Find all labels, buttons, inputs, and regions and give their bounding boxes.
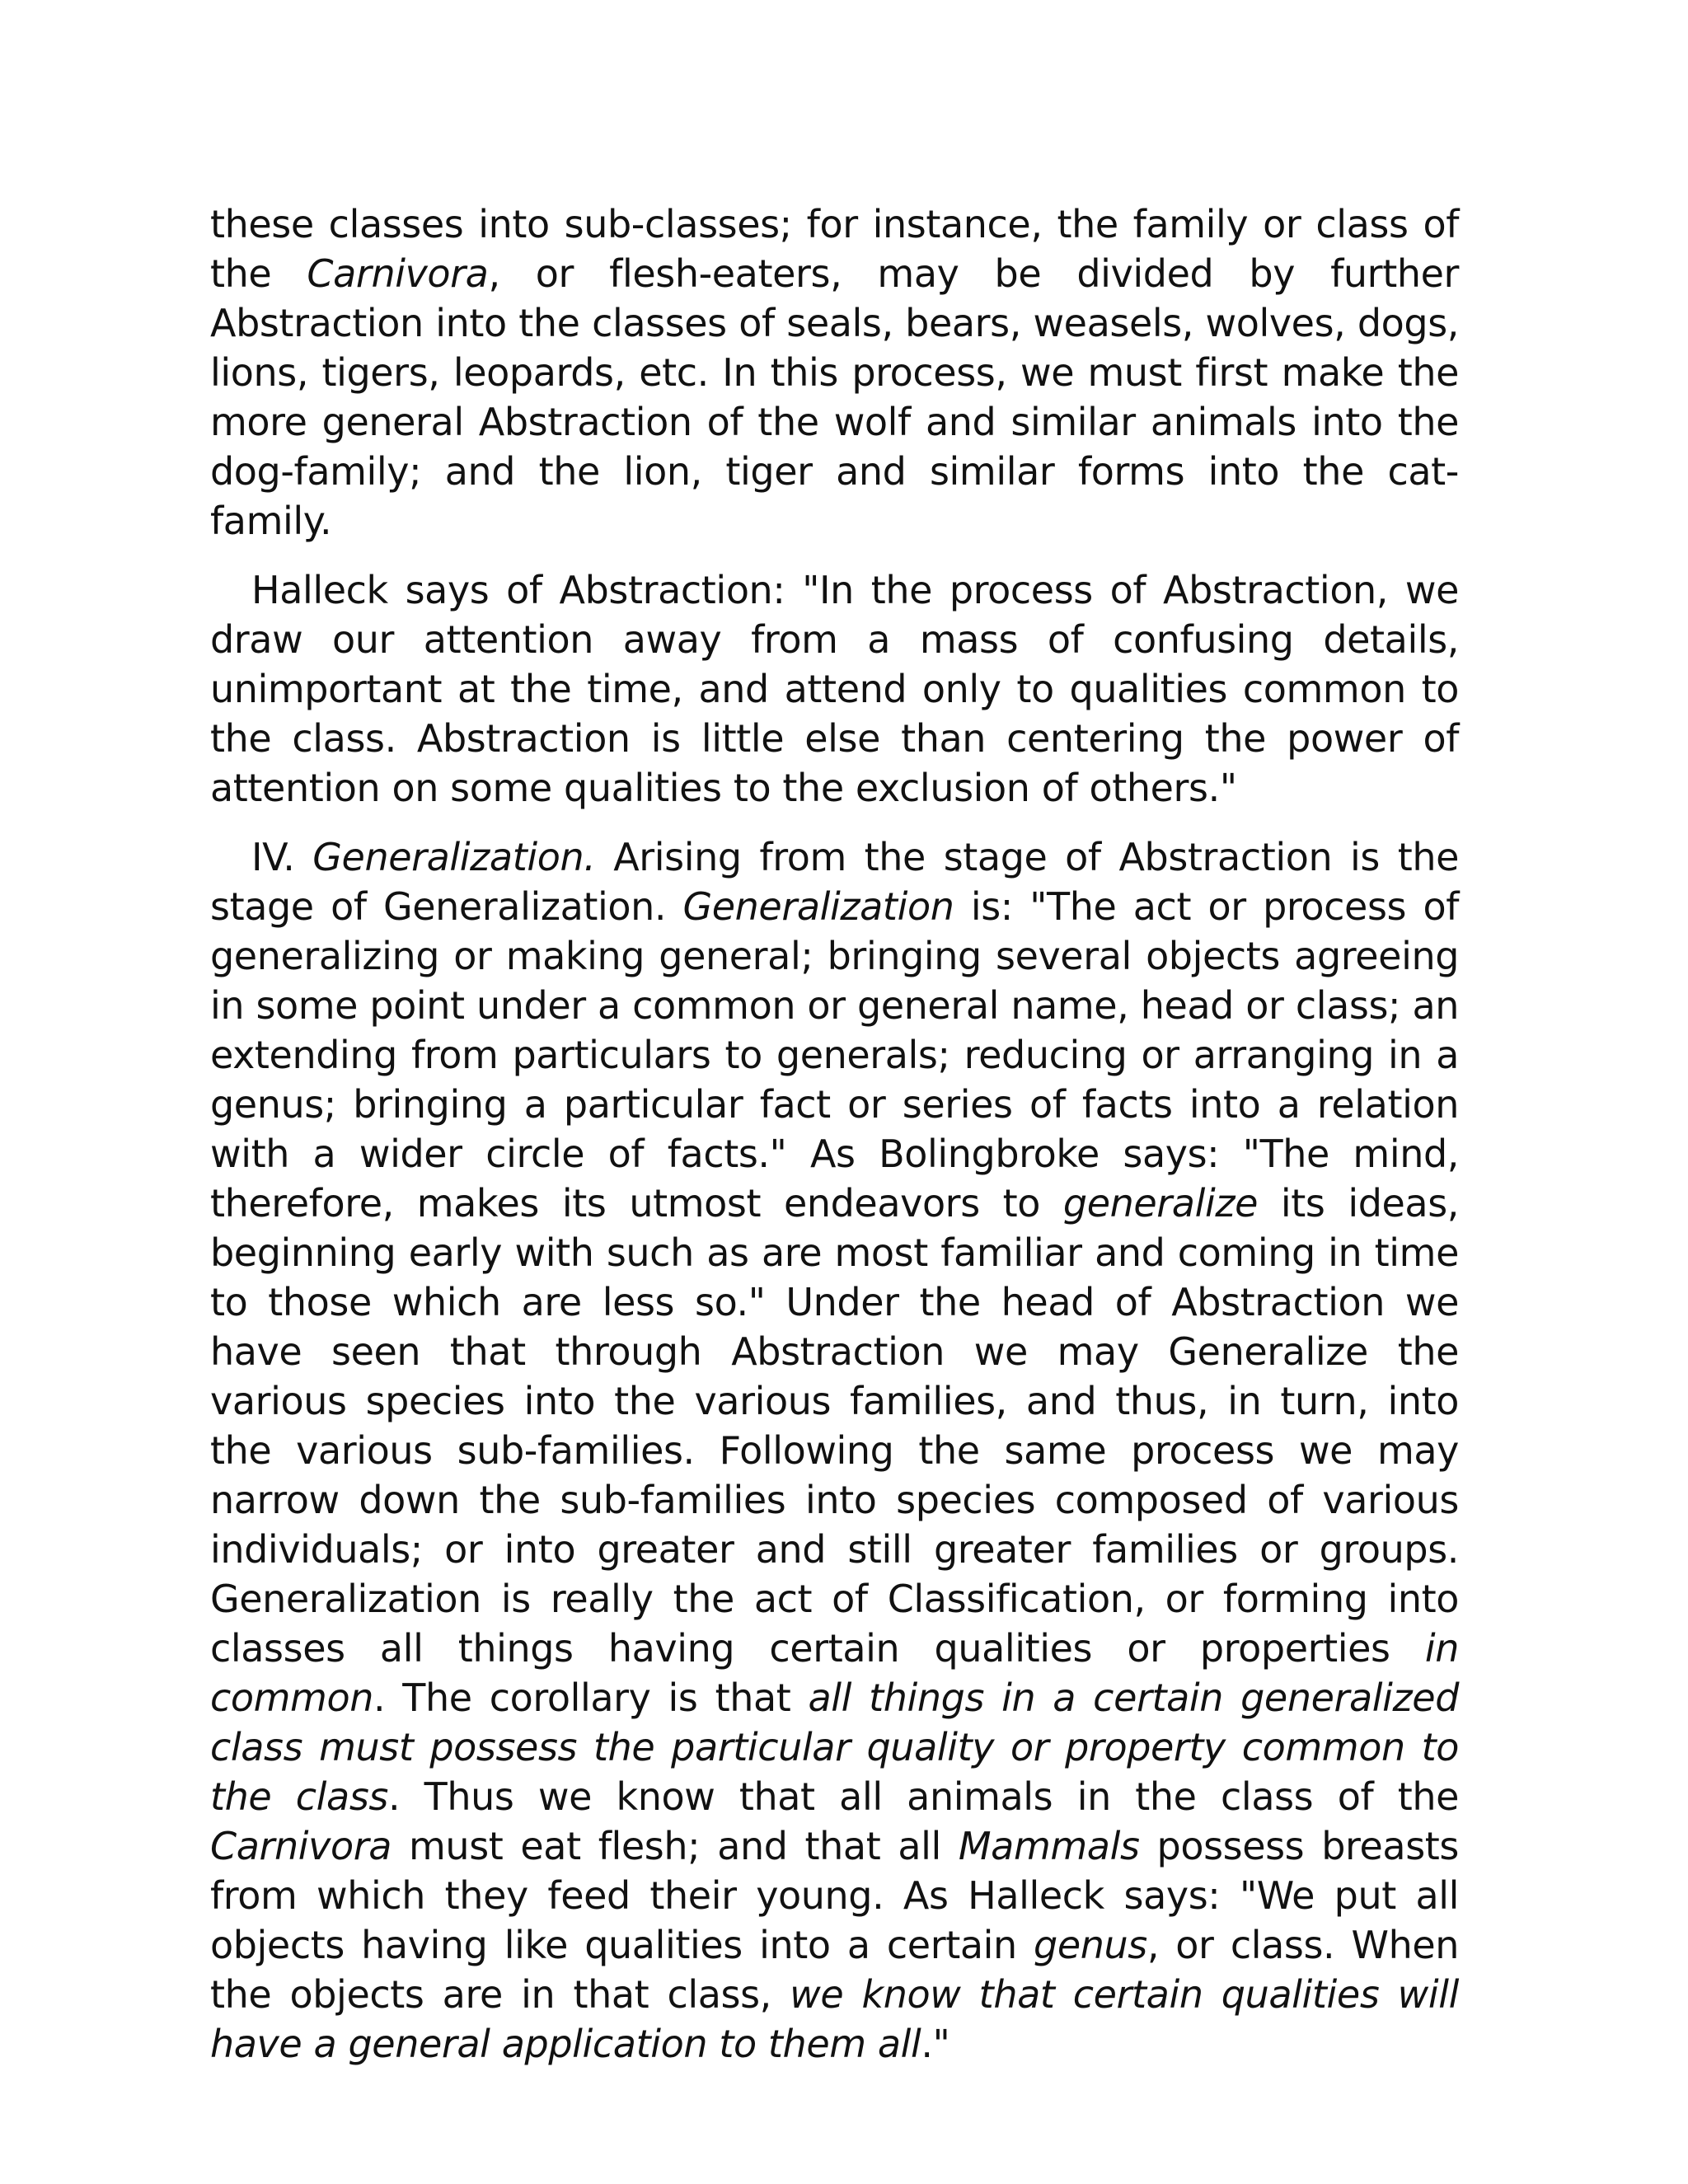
text-segment: IV. xyxy=(251,835,313,879)
text-segment: , or flesh-eaters, may be divided by further Abstraction into the classes of seals, bears, weasels, wolves, dogs, lions, tigers, leopards, etc. In this process, we must first make the more general Abstraction of the wolf and similar animals into the dog-family; and the lion, tiger and similar forms into the cat-family. xyxy=(210,251,1459,543)
italic-text-segment: Carnivora xyxy=(307,251,489,296)
italic-text-segment: Mammals xyxy=(958,1824,1140,1868)
text-segment: its ideas, beginning early with such as are most familiar and coming in time to those which are less so." Under the head of Abstraction we have seen that through Abstraction we may Generalize the various species into the various families, and thus, in turn, into the various sub-families. Following the same process we may narrow down the sub-families into species composed of various individuals; or into greater and still greater families or groups. Generalization is really the act of Classification, or forming into classes all things having certain qualities or properties xyxy=(210,1181,1460,1671)
text-segment: possess breasts from which they feed their young. As Halleck says: "We put all objects having like qualities into a certain xyxy=(210,1824,1459,1967)
text-segment: is: "The act or process of generalizing or making general; bringing several objects agreeing in some point under a common or general name, head or class; an extending from particulars to generals; reducing or arranging in a genus; bringing a particular fact or series of facts into a relation with a wider circle of facts." As Bolingbroke says: "The mind, therefore, makes its utmost endeavors to xyxy=(210,884,1459,1226)
italic-text-segment: generalize xyxy=(1062,1181,1258,1226)
text-segment: Arising from the stage of Abstraction is the stage of Generalization. xyxy=(210,835,1460,929)
text-segment: Halleck says of Abstraction: "In the process of Abstraction, we draw our attention away from a mass of confusing details, unimportant at the time, and attend only to qualities common to the class. Abstraction is little else than centering the power of attention on some qualities to the exclusion of others." xyxy=(210,568,1459,810)
italic-text-segment: Generalization. xyxy=(312,835,596,879)
text-segment: . The corollary is that xyxy=(373,1675,809,1720)
italic-text-segment: Carnivora xyxy=(210,1824,392,1868)
text-segment: . Thus we know that all animals in the class of the xyxy=(387,1774,1459,1819)
italic-text-segment: all things in a certain generalized class must possess the particular quality or property common to the class xyxy=(210,1675,1459,1819)
paragraph-carnivora-classes xyxy=(210,199,1459,546)
document-page xyxy=(210,199,1459,2069)
italic-text-segment: genus xyxy=(1034,1923,1147,1967)
italic-text-segment: we know that certain qualities will have a general application to them all xyxy=(210,1972,1459,2066)
text-segment: ." xyxy=(921,2022,950,2066)
paragraph-generalization xyxy=(210,832,1459,2069)
paragraph-halleck-abstraction xyxy=(210,565,1459,813)
italic-text-segment: Generalization xyxy=(682,884,954,929)
text-segment: , or class. When the objects are in that class, xyxy=(210,1923,1459,2017)
text-segment: these classes into sub-classes; for instance, the family or class of the xyxy=(210,202,1459,296)
italic-text-segment: in common xyxy=(210,1626,1459,1720)
text-segment: must eat flesh; and that all xyxy=(392,1824,959,1868)
